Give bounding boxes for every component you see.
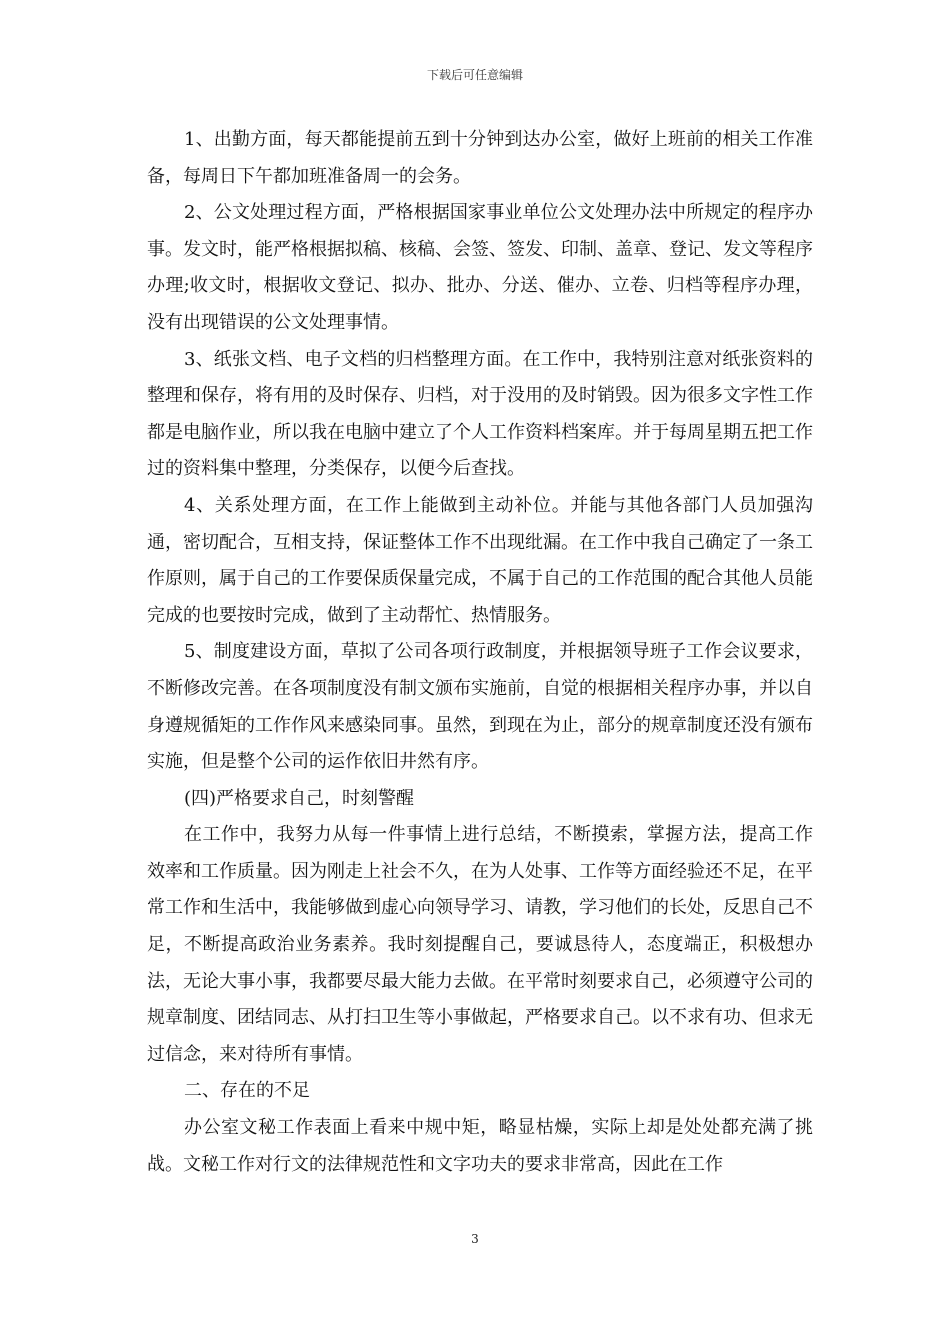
- section-heading-shortcomings: 二、存在的不足: [184, 1080, 310, 1102]
- paragraph-system-building: 5、制度建设方面，草拟了公司各项行政制度，并根据领导班子工作会议要求，不断修改完善。在各项制度没有制文颁布实施前，自觉的根据相关程序办事，并以自身遵规循矩的工作作风来感染同事。虽然，到现在为止，部分的规章制度还没有颁布实施，但是整个公司的运作依旧井然有序。: [147, 641, 813, 773]
- paragraph-relationships: 4、关系处理方面，在工作上能做到主动补位。并能与其他各部门人员加强沟通，密切配合，互相支持，保证整体工作不出现纰漏。在工作中我自己确定了一条工作原则，属于自己的工作要保质保量完成，不属于自己的工作范围的配合其他人员能完成的也要按时完成，做到了主动帮忙、热情服务。: [147, 494, 813, 626]
- page-number: 3: [471, 1232, 479, 1246]
- paragraph-shortcomings: 办公室文秘工作表面上看来中规中矩，略显枯燥，实际上却是处处都充满了挑战。文秘工作对行文的法律规范性和文字功夫的要求非常高，因此在工作: [147, 1117, 813, 1175]
- paragraph-self-discipline: 在工作中，我努力从每一件事情上进行总结，不断摸索，掌握方法，提高工作效率和工作质量。因为刚走上社会不久，在为人处事、工作等方面经验还不足，在平常工作和生活中，我能够做到虚心向领导学习、请教，学习他们的长处，反思自己不足，不断提高政治业务素养。我时刻提醒自己，要诚恳待人，态度端正，积极想办法，无论大事小事，我都要尽最大能力去做。在平常时刻要求自己，必须遵守公司的规章制度、团结同志、从打扫卫生等小事做起，严格要求自己。以不求有功、但求无过信念，来对待所有事情。: [147, 824, 813, 1065]
- page-header: 下载后可任意编辑: [426, 68, 523, 82]
- section-heading-self-discipline: (四)严格要求自己，时刻警醒: [184, 787, 415, 809]
- document-body: [147, 122, 813, 1183]
- paragraph-attendance: 1、出勤方面，每天都能提前五到十分钟到达办公室，做好上班前的相关工作准备，每周日下午都加班准备周一的会务。: [147, 129, 813, 187]
- paragraph-document-processing: 2、公文处理过程方面，严格根据国家事业单位公文处理办法中所规定的程序办事。发文时，能严格根据拟稿、核稿、会签、签发、印制、盖章、登记、发文等程序办理;收文时，根据收文登记、拟办、批办、分送、催办、立卷、归档等程序办理，没有出现错误的公文处理事情。: [147, 202, 813, 333]
- paragraph-archiving: 3、纸张文档、电子文档的归档整理方面。在工作中，我特别注意对纸张资料的整理和保存，将有用的及时保存、归档，对于没用的及时销毁。因为很多文字性工作都是电脑作业，所以我在电脑中建立了个人工作资料档案库。并于每周星期五把工作过的资料集中整理，分类保存，以便今后查找。: [147, 348, 813, 480]
